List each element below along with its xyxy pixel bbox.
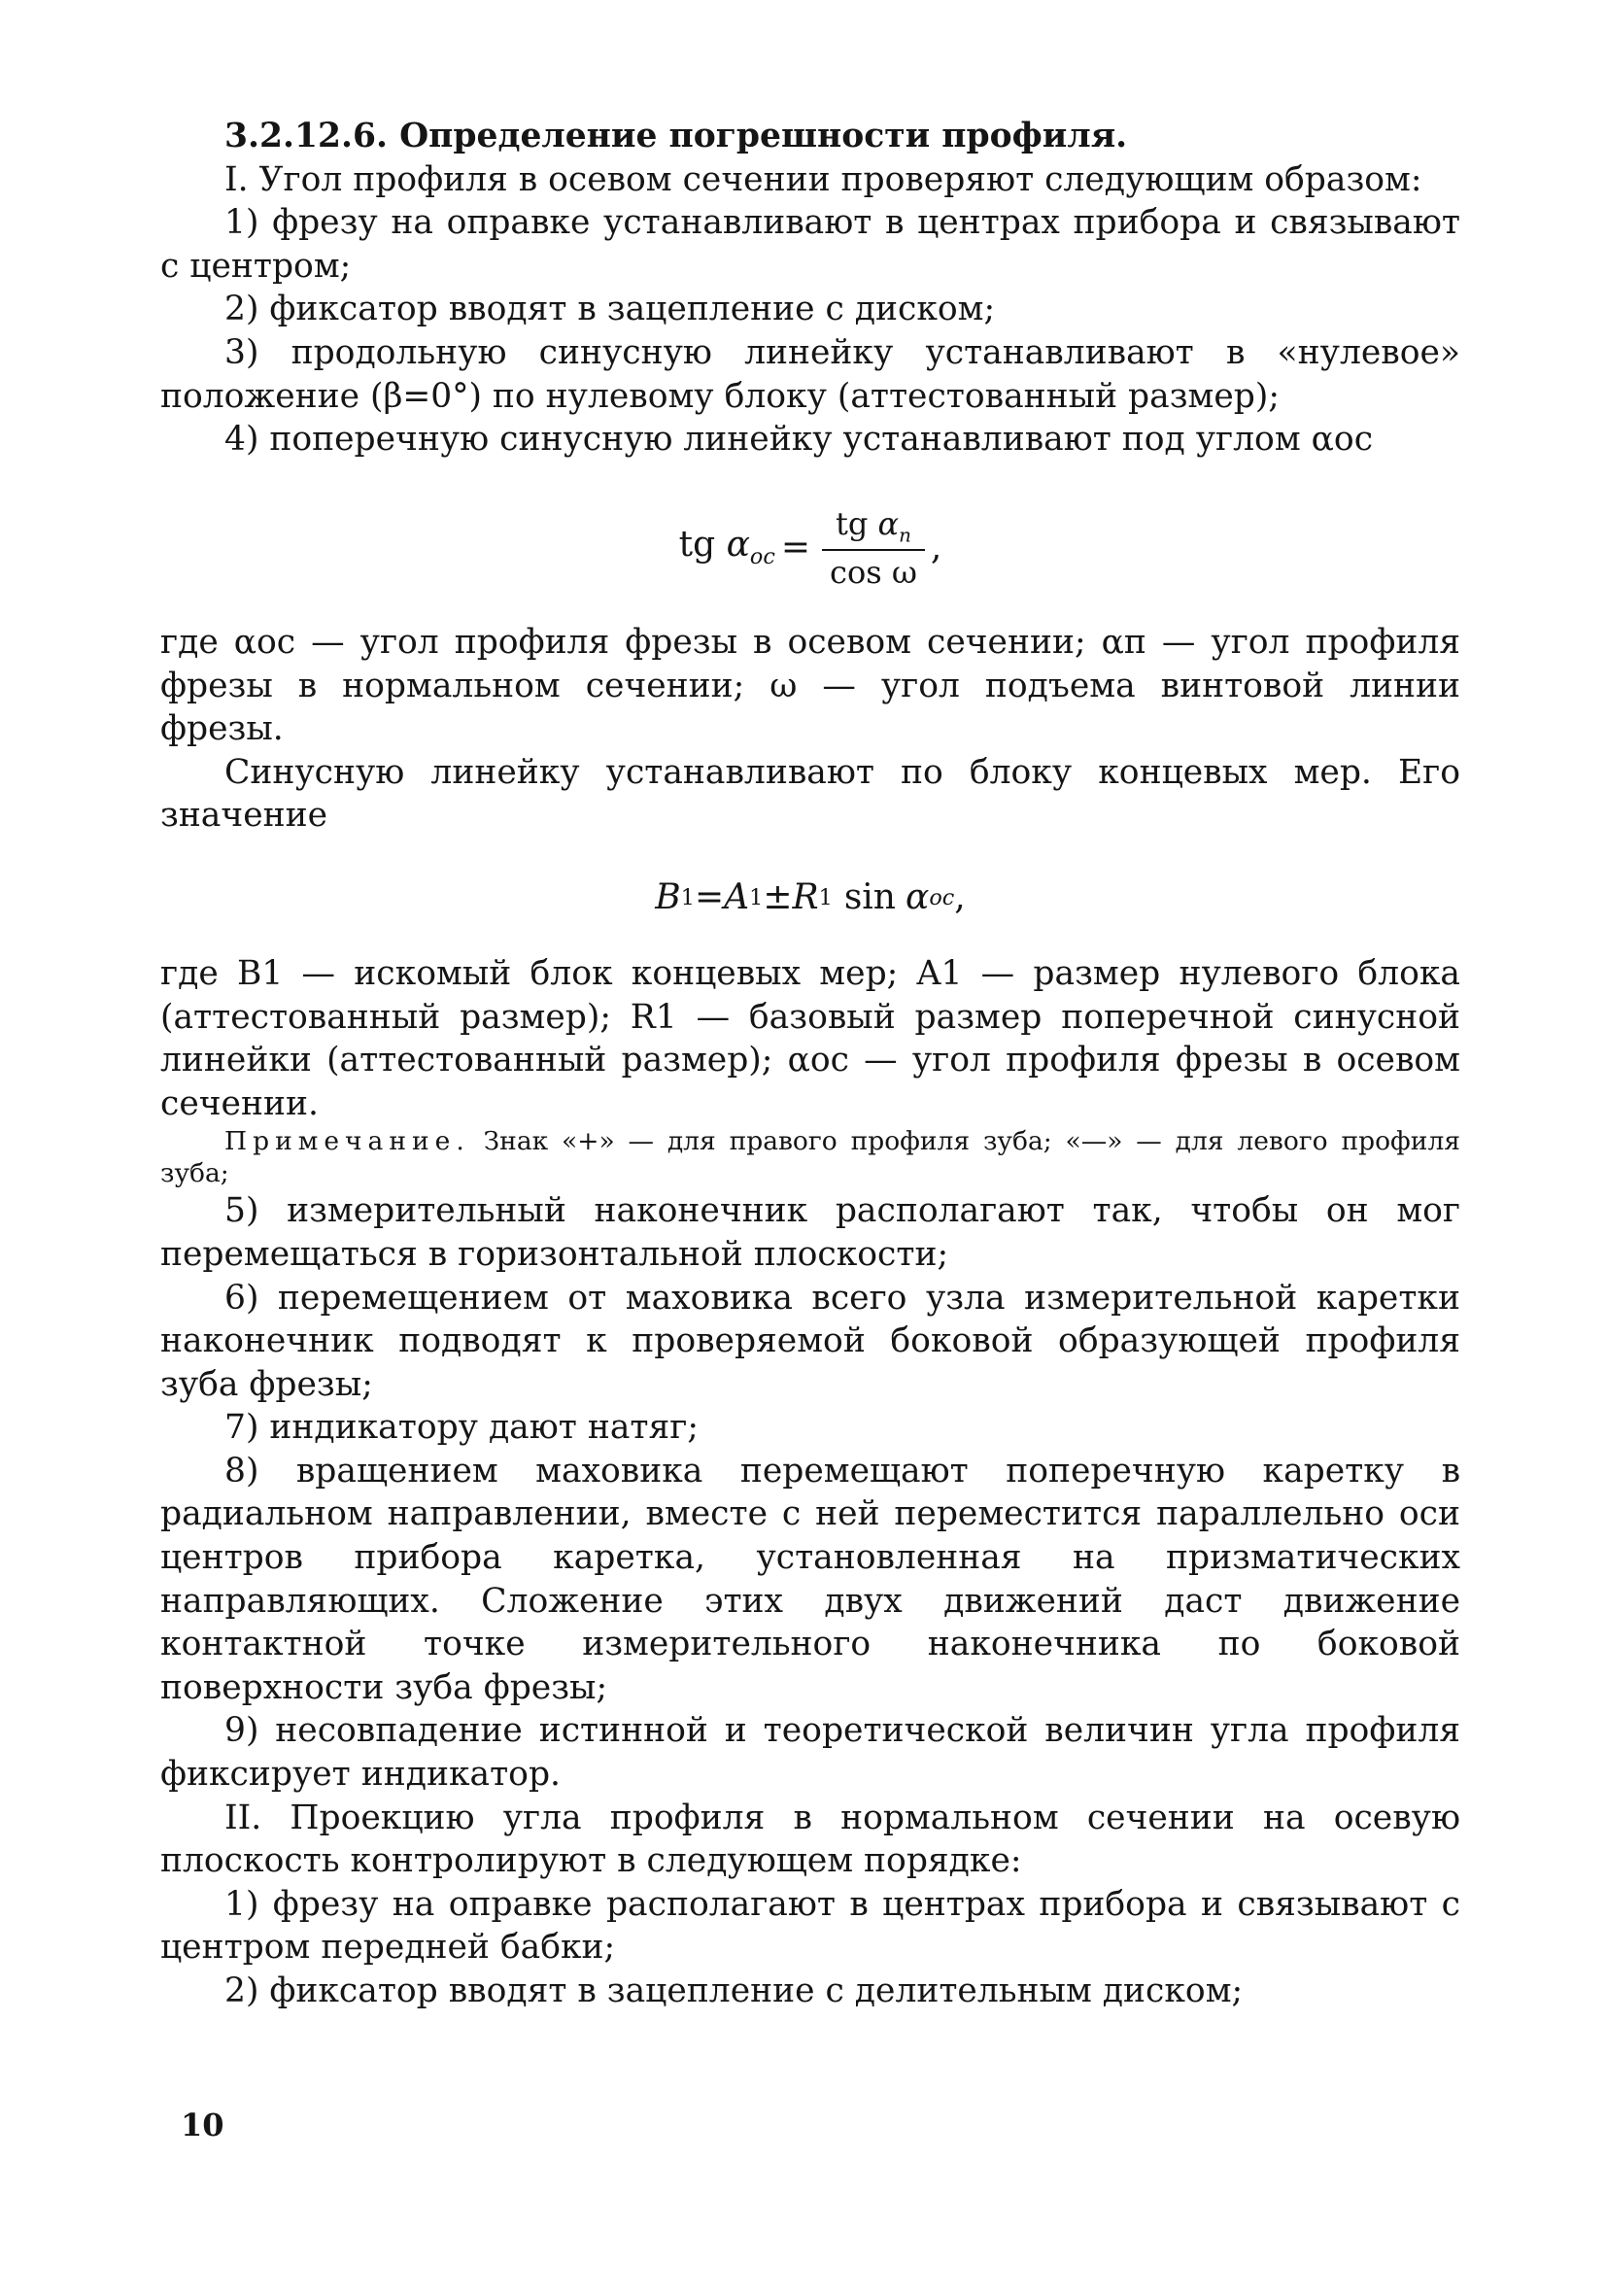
step-1: 1) фрезу на оправке устанавливают в центрах прибора и связывают с центром; [160, 203, 1460, 286]
step-7: 7) индикатору дают натяг; [224, 1408, 699, 1448]
formula-tg-alpha-oc [160, 504, 1460, 591]
sine-bar-paragraph: Синусную линейку устанавливают по блоку концевых мер. Его значение [160, 752, 1460, 836]
section-heading: 3.2.12.6. Определение погрешности профиля. [224, 117, 1128, 155]
part2-step-1: 1) фрезу на оправке располагают в центрах прибора и связывают с центром передней бабки; [160, 1884, 1460, 1968]
step-2: 2) фиксатор вводят в зацепление с диском; [224, 290, 996, 329]
note [160, 1125, 1460, 1189]
formula1-explanation: где αос — угол профиля фрезы в осевом сечении; αп — угол профиля фрезы в нормальном сечении; ω — угол подъема винтовой линии фрезы. [160, 622, 1460, 749]
step-6: 6) перемещением от маховика всего узла измерительной каретки наконечник подводят к проверяемой боковой образующей профиля зуба фрезы; [160, 1278, 1460, 1404]
formula1-comma: , [930, 527, 942, 567]
formula1-fraction [822, 504, 925, 591]
note-text: Знак «+» — для правого профиля зуба; «—» — для левого профиля зуба; [160, 1126, 1460, 1189]
step-3: 3) продольную синусную линейку устанавливают в «нулевое» положение (β=0°) по нулевому блоку (аттестованный размер); [160, 332, 1460, 416]
step-5: 5) измерительный наконечник располагают так, чтобы он мог перемещаться в горизонтальной плоскости; [160, 1191, 1460, 1274]
part2-step-2: 2) фиксатор вводят в зацепление с делительным диском; [224, 1971, 1244, 2011]
formula2-explanation: где B1 — искомый блок концевых мер; A1 — размер нулевого блока (аттестованный размер); R1 — базовый размер поперечной синусной линейки (аттестованный размер); αос — угол профиля фрезы в осевом сечении. [160, 953, 1460, 1123]
formula1-denominator: cos ω [830, 553, 917, 591]
step-9: 9) несовпадение истинной и теоретической величин угла профиля фиксирует индикатор. [160, 1711, 1460, 1795]
formula1-numerator: tg $\alpha_п$ [822, 508, 925, 551]
step-4: 4) поперечную синусную линейку устанавливают под углом αос [224, 420, 1374, 460]
part2-intro: II. Проекцию угла профиля в нормальном сечении на осевую плоскость контролируют в следующем порядке: [160, 1798, 1460, 1881]
formula1-lhs: tg $\alpha_{ос}$ [678, 525, 775, 570]
part1-intro: I. Угол профиля в осевом сечении проверяют следующим образом: [224, 159, 1422, 199]
page-number: 10 [181, 2107, 224, 2143]
page-body [160, 115, 1460, 2013]
step-8: 8) вращением маховика перемещают поперечную каретку в радиальном направлении, вместе с ней переместится параллельно оси центров прибора каретка, установленная на призматических направляющих. Сложение этих двух движений даст движение контактной точке измерительного наконечника по боковой поверхности зуба фрезы; [160, 1451, 1460, 1707]
formula1-equals: = [780, 527, 811, 567]
note-label: Примечание. [224, 1126, 470, 1157]
formula-b1: B 1 = A 1 ± R 1 sin α ос , [655, 876, 966, 917]
